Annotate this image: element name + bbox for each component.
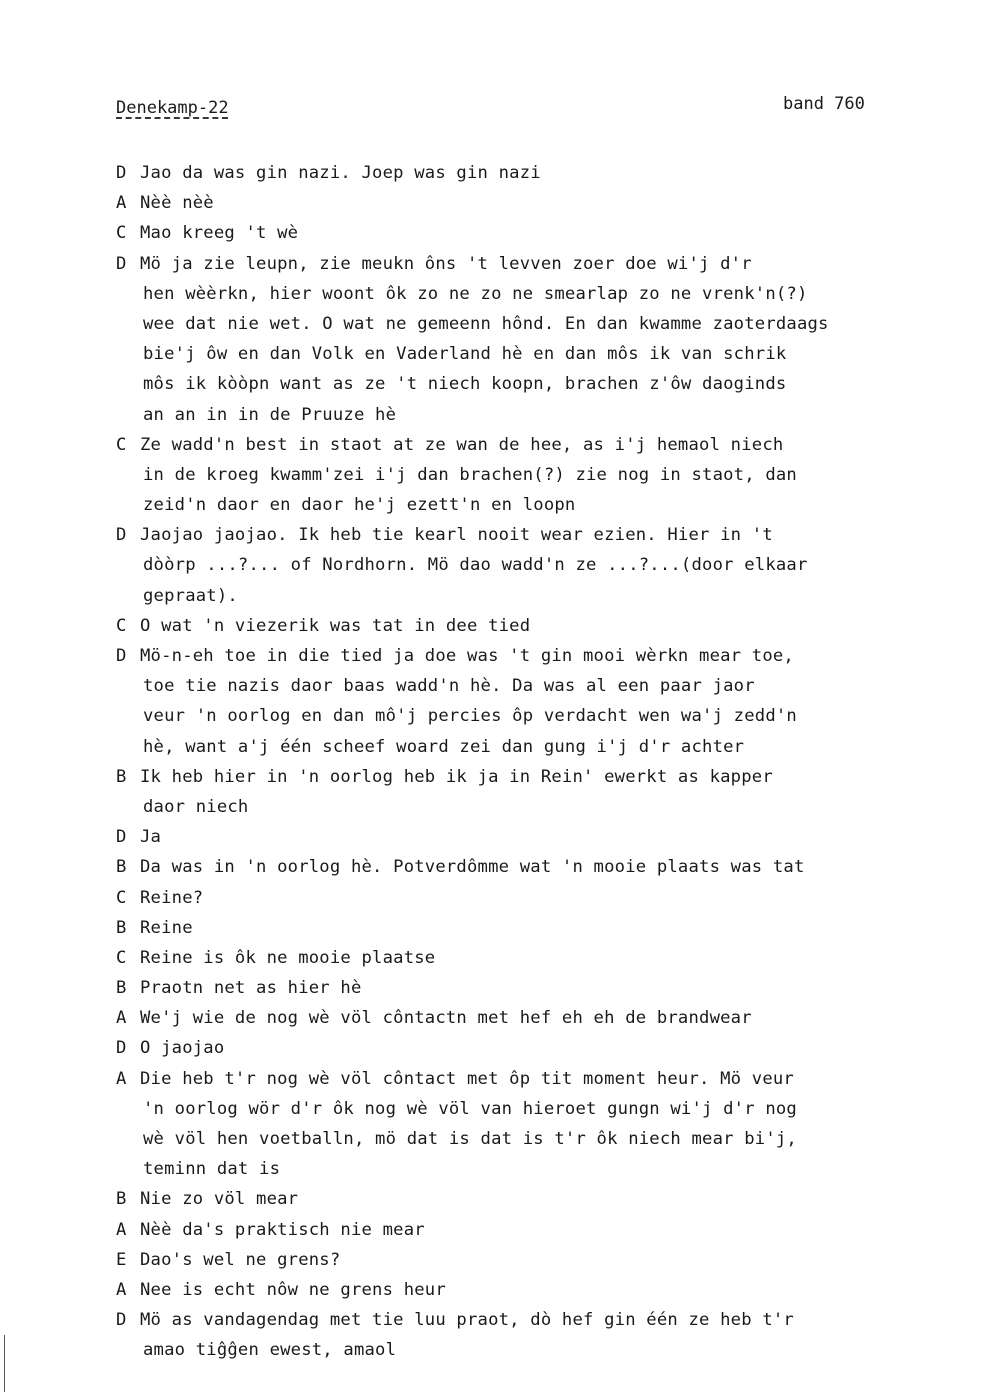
speaker-label: D bbox=[116, 253, 127, 274]
utterance-text: Praotn net as hier hè bbox=[140, 978, 362, 999]
transcript-line bbox=[116, 883, 966, 913]
utterance-text: O wat 'n viezerik was tat in dee tied bbox=[140, 615, 531, 636]
utterance-text: Nee is echt nôw ne grens heur bbox=[140, 1279, 446, 1300]
transcript-line bbox=[116, 1275, 966, 1305]
transcript-line bbox=[116, 430, 966, 460]
utterance-text: Dao's wel ne grens? bbox=[140, 1249, 341, 1270]
speaker-label: B bbox=[116, 857, 127, 878]
utterance-text: Ze wadd'n best in staot at ze wan de hee, as i'j hemaol niech bbox=[140, 434, 784, 455]
utterance-text: hè, want a'j één scheef woard zei dan gung i'j d'r achter bbox=[143, 736, 745, 757]
transcript-line bbox=[116, 581, 966, 611]
transcript-line bbox=[116, 339, 966, 369]
transcript-line bbox=[116, 460, 966, 490]
utterance-text: Nie zo völ mear bbox=[140, 1189, 299, 1210]
speaker-label: D bbox=[116, 1310, 127, 1331]
utterance-text: Jaojao jaojao. Ik heb tie kearl nooit wear ezien. Hier in 't bbox=[140, 525, 773, 546]
utterance-text: veur 'n oorlog en dan mô'j percies ôp verdacht wen wa'j zedd'n bbox=[143, 706, 797, 727]
utterance-text: Nèè da's praktisch nie mear bbox=[140, 1219, 425, 1240]
transcript-line bbox=[116, 490, 966, 520]
transcript-line bbox=[116, 188, 966, 218]
transcript-line bbox=[116, 732, 966, 762]
utterance-text: toe tie nazis daor baas wadd'n hè. Da was al een paar jaor bbox=[143, 676, 755, 697]
utterance-text: O jaojao bbox=[140, 1038, 225, 1059]
transcript-line bbox=[116, 309, 966, 339]
utterance-text: Ik heb hier in 'n oorlog heb ik ja in Rein' ewerkt as kapper bbox=[140, 766, 773, 787]
margin-line bbox=[4, 1335, 5, 1392]
speaker-label: B bbox=[116, 978, 127, 999]
utterance-text: wee dat nie wet. O wat ne gemeenn hônd. En dan kwamme zaoterdaags bbox=[143, 313, 829, 334]
transcript-line bbox=[116, 1335, 966, 1365]
transcript-line bbox=[116, 973, 966, 1003]
utterance-text: Da was in 'n oorlog hè. Potverdômme wat 'n mooie plaats was tat bbox=[140, 857, 805, 878]
utterance-text: Mö-n-eh toe in die tied ja doe was 't gin mooi wèrkn mear toe, bbox=[140, 646, 794, 666]
transcript-line bbox=[116, 1154, 966, 1184]
transcript-line bbox=[116, 1064, 966, 1094]
speaker-label: A bbox=[116, 193, 127, 214]
utterance-text: Mö ja zie leupn, zie meukn ôns 't levven zoer doe wi'j d'r bbox=[140, 253, 752, 274]
speaker-label: B bbox=[116, 917, 127, 938]
utterance-text: Reine is ôk ne mooie plaatse bbox=[140, 947, 436, 968]
transcript-line bbox=[116, 279, 966, 309]
utterance-text: Jao da was gin nazi. Joep was gin nazi bbox=[140, 163, 541, 183]
utterance-text: Mao kreeg 't wè bbox=[140, 223, 299, 244]
speaker-label: C bbox=[116, 947, 127, 968]
transcript-line bbox=[116, 611, 966, 641]
utterance-text: Reine bbox=[140, 917, 193, 938]
transcript-line bbox=[116, 852, 966, 882]
utterance-text: teminn dat is bbox=[143, 1159, 281, 1180]
transcript-line bbox=[116, 1305, 966, 1335]
speaker-label: D bbox=[116, 525, 127, 546]
transcript-line bbox=[116, 1184, 966, 1214]
speaker-label: B bbox=[116, 766, 127, 787]
speaker-label: C bbox=[116, 887, 127, 908]
document-id: Denekamp-22 bbox=[116, 98, 229, 118]
speaker-label: A bbox=[116, 1068, 127, 1089]
transcript-line bbox=[116, 943, 966, 973]
speaker-label: C bbox=[116, 615, 127, 636]
utterance-text: daor niech bbox=[143, 796, 249, 817]
transcript-line bbox=[116, 158, 966, 188]
transcript-body bbox=[116, 158, 966, 1366]
speaker-label: D bbox=[116, 827, 127, 848]
utterance-text: Mö as vandagendag met tie luu praot, dò hef gin één ze heb t'r bbox=[140, 1310, 794, 1331]
utterance-text: in de kroeg kwamm'zei i'j dan brachen(?) zie nog in staot, dan bbox=[143, 464, 797, 485]
speaker-label: A bbox=[116, 1279, 127, 1300]
speaker-label: D bbox=[116, 163, 127, 183]
transcript-line bbox=[116, 792, 966, 822]
tape-number: band 760 bbox=[783, 94, 865, 114]
transcript-line bbox=[116, 913, 966, 943]
speaker-label: C bbox=[116, 223, 127, 244]
transcript-line bbox=[116, 1003, 966, 1033]
transcript-line bbox=[116, 1124, 966, 1154]
transcript-line bbox=[116, 1215, 966, 1245]
transcript-line bbox=[116, 1033, 966, 1063]
transcript-line bbox=[116, 550, 966, 580]
utterance-text: dòòrp ...?... of Nordhorn. Mö dao wadd'n ze ...?...(door elkaar bbox=[143, 555, 808, 576]
utterance-text: Die heb t'r nog wè völ côntact met ôp tit moment heur. Mö veur bbox=[140, 1068, 794, 1089]
utterance-text: Reine? bbox=[140, 887, 204, 908]
utterance-text: gepraat). bbox=[143, 585, 238, 606]
speaker-label: E bbox=[116, 1249, 127, 1270]
utterance-text: zeid'n daor en daor he'j ezett'n en loopn bbox=[143, 495, 576, 516]
transcript-line bbox=[116, 218, 966, 248]
speaker-label: D bbox=[116, 1038, 127, 1059]
utterance-text: We'j wie de nog wè völ côntactn met hef eh eh de brandwear bbox=[140, 1008, 752, 1029]
transcript-line bbox=[116, 400, 966, 430]
transcript-line bbox=[116, 822, 966, 852]
transcript-line bbox=[116, 671, 966, 701]
speaker-label: B bbox=[116, 1189, 127, 1210]
utterance-text: an an in in de Pruuze hè bbox=[143, 404, 397, 425]
utterance-text: môs ik kòòpn want as ze 't niech koopn, brachen z'ôw daoginds bbox=[143, 374, 787, 395]
utterance-text: wè völ hen voetballn, mö dat is dat is t'r ôk niech mear bi'j, bbox=[143, 1129, 797, 1149]
transcript-line bbox=[116, 249, 966, 279]
transcript-line bbox=[116, 641, 966, 671]
transcript-line bbox=[116, 1094, 966, 1124]
utterance-text: Nèè nèè bbox=[140, 193, 214, 214]
transcript-line bbox=[116, 762, 966, 792]
utterance-text: Ja bbox=[140, 827, 162, 848]
speaker-label: C bbox=[116, 434, 127, 455]
transcript-line bbox=[116, 369, 966, 399]
utterance-text: 'n oorlog wör d'r ôk nog wè völ van hieroet gungn wi'j d'r nog bbox=[143, 1098, 797, 1119]
speaker-label: A bbox=[116, 1219, 127, 1240]
transcript-line bbox=[116, 520, 966, 550]
utterance-text: amao tiĝĝen ewest, amaol bbox=[143, 1340, 397, 1361]
utterance-text: hen wèèrkn, hier woont ôk zo ne zo ne smearlap zo ne vrenk'n(?) bbox=[143, 283, 808, 304]
speaker-label: D bbox=[116, 646, 127, 666]
transcript-line bbox=[116, 701, 966, 731]
speaker-label: A bbox=[116, 1008, 127, 1029]
transcript-line bbox=[116, 1245, 966, 1275]
utterance-text: bie'j ôw en dan Volk en Vaderland hè en dan môs ik van schrik bbox=[143, 344, 787, 365]
